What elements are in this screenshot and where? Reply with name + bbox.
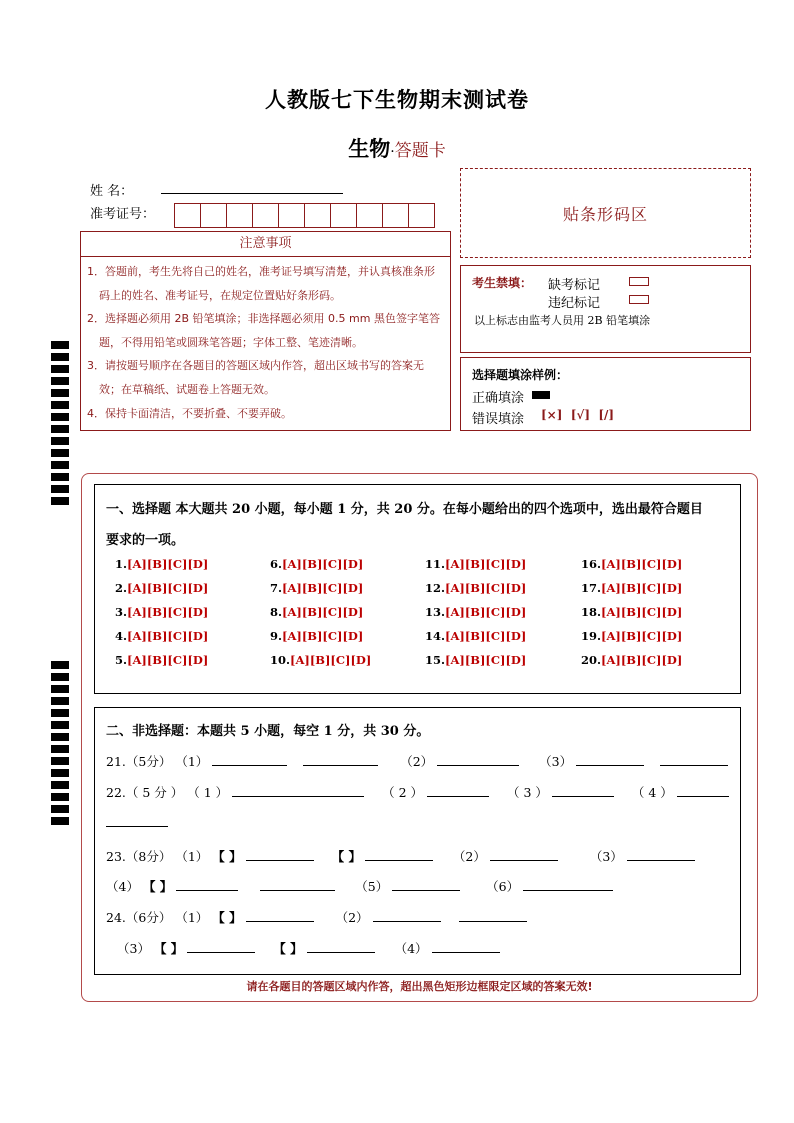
choice-question[interactable] xyxy=(115,629,208,643)
timing-mark xyxy=(51,769,69,777)
answer-bracket[interactable]: 【 】 xyxy=(273,941,303,956)
question-number: 1. xyxy=(115,557,128,571)
timing-mark xyxy=(51,805,69,813)
id-digit-box[interactable] xyxy=(226,203,253,228)
q23-part4-label: （4） xyxy=(106,879,139,894)
timing-mark xyxy=(51,353,69,361)
question-number: 6. xyxy=(270,557,283,571)
id-label: 准考证号： xyxy=(90,207,156,222)
answer-blank[interactable] xyxy=(490,848,558,861)
choice-question[interactable] xyxy=(270,557,363,571)
choice-section xyxy=(94,484,741,694)
notice-item: 3．请按题号顺序在各题目的答题区域内作答，超出区域书写的答案无效；在草稿纸、试题卷上答题无效。 xyxy=(87,359,424,396)
answer-blank[interactable] xyxy=(246,909,314,922)
choice-question[interactable] xyxy=(115,653,208,667)
id-digit-box[interactable] xyxy=(200,203,227,228)
answer-blank[interactable] xyxy=(246,848,314,861)
timing-marks-top xyxy=(51,341,69,509)
answer-options[interactable]: [A][B][C][D] xyxy=(127,605,209,619)
question-number: 13. xyxy=(425,605,446,619)
answer-bracket[interactable]: 【 】 xyxy=(142,879,173,894)
q22-part2-label: （ 2 ） xyxy=(382,785,424,800)
q24-part1-label: （1） xyxy=(175,910,209,925)
answer-options[interactable]: [A][B][C][D] xyxy=(445,653,527,667)
timing-mark xyxy=(51,757,69,765)
q24-part2-label: （2） xyxy=(335,910,369,925)
notice-box xyxy=(80,231,451,431)
id-digit-box[interactable] xyxy=(278,203,305,228)
question-number: 20. xyxy=(581,653,602,667)
q23-part3-label: （3） xyxy=(589,849,623,864)
timing-mark xyxy=(51,425,69,433)
exam-status-label: 考生禁填： xyxy=(472,276,533,290)
wrong-fill-label: 错误填涂 xyxy=(472,412,525,427)
correct-fill-sample xyxy=(532,391,550,399)
q21-part1-label: （1） xyxy=(175,754,209,769)
q22-part1-label: （ 1 ） xyxy=(187,785,229,800)
id-digit-box[interactable] xyxy=(304,203,331,228)
choice-question[interactable] xyxy=(270,581,363,595)
subject-label: 生物 xyxy=(348,136,391,161)
notice-list xyxy=(81,257,450,425)
q23-part2-label: （2） xyxy=(452,849,486,864)
correct-fill-label: 正确填涂 xyxy=(472,391,525,406)
answer-options[interactable]: [A][B][C][D] xyxy=(282,581,364,595)
name-label: 姓 名： xyxy=(90,184,134,199)
answer-blank[interactable] xyxy=(627,848,695,861)
choice-question[interactable] xyxy=(425,557,526,571)
choice-question[interactable] xyxy=(270,629,363,643)
choice-question[interactable] xyxy=(425,629,526,643)
timing-mark xyxy=(51,461,69,469)
answer-options[interactable]: [A][B][C][D] xyxy=(127,629,209,643)
question-number: 10. xyxy=(270,653,291,667)
timing-mark xyxy=(51,377,69,385)
answer-options[interactable]: [A][B][C][D] xyxy=(601,581,683,595)
violation-label: 违纪标记 xyxy=(548,296,601,311)
non-choice-section-title: 二、非选择题：本题共 5 小题，每空 1 分，共 30 分。 xyxy=(106,724,430,739)
answer-blank[interactable] xyxy=(106,814,168,827)
answer-blank[interactable] xyxy=(307,940,375,953)
choice-question[interactable] xyxy=(425,653,526,667)
answer-bracket[interactable]: 【 】 xyxy=(331,849,361,864)
choice-question[interactable] xyxy=(115,605,208,619)
barcode-area: 贴条形码区 xyxy=(460,168,751,258)
answer-blank[interactable] xyxy=(365,848,433,861)
question-number: 15. xyxy=(425,653,446,667)
timing-mark xyxy=(51,661,69,669)
exam-status-note: 以上标志由监考人员用 2B 铅笔填涂 xyxy=(474,314,651,327)
question-21 xyxy=(106,752,728,770)
answer-options[interactable]: [A][B][C][D] xyxy=(445,581,527,595)
q21-part3-label: （3） xyxy=(539,754,573,769)
q23-number: 23.（8分） xyxy=(106,849,172,864)
question-number: 9. xyxy=(270,629,283,643)
question-number: 4. xyxy=(115,629,128,643)
id-digit-box[interactable] xyxy=(252,203,279,228)
id-digit-box[interactable] xyxy=(382,203,409,228)
timing-marks-bottom xyxy=(51,661,69,829)
timing-mark xyxy=(51,781,69,789)
answer-blank[interactable] xyxy=(392,878,460,891)
id-digit-box[interactable] xyxy=(408,203,435,228)
timing-mark xyxy=(51,697,69,705)
question-number: 7. xyxy=(270,581,283,595)
timing-mark xyxy=(51,733,69,741)
q24-number: 24.（6分） xyxy=(106,910,172,925)
answer-blank[interactable] xyxy=(523,878,613,891)
timing-mark xyxy=(51,365,69,373)
question-24 xyxy=(106,908,527,926)
question-number: 12. xyxy=(425,581,446,595)
q23-part5-label: （5） xyxy=(355,879,389,894)
answer-options[interactable]: [A][B][C][D] xyxy=(445,605,527,619)
choice-question[interactable] xyxy=(270,605,363,619)
id-digit-box[interactable] xyxy=(330,203,357,228)
name-field[interactable] xyxy=(161,193,343,194)
timing-mark xyxy=(51,709,69,717)
timing-mark xyxy=(51,745,69,753)
question-23 xyxy=(106,847,695,865)
answer-blank[interactable] xyxy=(176,878,238,891)
question-number: 11. xyxy=(425,557,446,571)
question-number: 5. xyxy=(115,653,128,667)
question-number: 16. xyxy=(581,557,602,571)
answer-options[interactable]: [A][B][C][D] xyxy=(601,605,683,619)
question-24-cont xyxy=(117,939,500,957)
timing-mark xyxy=(51,673,69,681)
choice-question[interactable] xyxy=(581,653,682,667)
answer-options[interactable]: [A][B][C][D] xyxy=(282,605,364,619)
answer-options[interactable]: [A][B][C][D] xyxy=(127,653,209,667)
choice-question[interactable] xyxy=(115,581,208,595)
timing-mark xyxy=(51,817,69,825)
question-22 xyxy=(106,783,729,801)
violation-mark-box[interactable] xyxy=(629,295,649,304)
answer-options[interactable]: [A][B][C][D] xyxy=(290,653,372,667)
q22-part3-label: （ 3 ） xyxy=(507,785,548,800)
question-number: 14. xyxy=(425,629,446,643)
absent-mark-box[interactable] xyxy=(629,277,649,286)
q23-part1-label: （1） xyxy=(175,849,209,864)
answer-options[interactable]: [A][B][C][D] xyxy=(445,557,527,571)
page-title: 人教版七下生物期末测试卷 xyxy=(265,87,529,112)
timing-mark xyxy=(51,413,69,421)
choice-question[interactable] xyxy=(425,605,526,619)
answer-blank[interactable] xyxy=(677,784,729,797)
answer-blank[interactable] xyxy=(437,753,519,766)
q22-number: 22.（ 5 分 ） xyxy=(106,785,184,800)
non-choice-section xyxy=(94,707,741,975)
q22-part4-label: （ 4 ） xyxy=(631,785,673,800)
timing-mark xyxy=(51,497,69,505)
question-number: 17. xyxy=(581,581,602,595)
answer-blank[interactable] xyxy=(459,909,527,922)
fill-sample-box xyxy=(460,357,751,431)
answer-options[interactable]: [A][B][C][D] xyxy=(601,557,683,571)
choice-question[interactable] xyxy=(270,653,371,667)
answer-options[interactable]: [A][B][C][D] xyxy=(127,581,209,595)
choice-question[interactable] xyxy=(581,605,682,619)
question-number: 18. xyxy=(581,605,602,619)
id-digit-box[interactable] xyxy=(174,203,201,228)
question-number: 19. xyxy=(581,629,602,643)
choice-question[interactable] xyxy=(581,629,682,643)
choice-question[interactable] xyxy=(581,557,682,571)
timing-mark xyxy=(51,449,69,457)
answer-bracket[interactable]: 【 】 xyxy=(153,941,184,956)
answer-bracket[interactable]: 【 】 xyxy=(212,910,242,925)
notice-item: 1．答题前，考生先将自己的姓名，准考证号填写清楚，并认真核准条形码上的姓名、准考证号，在规定位置贴好条形码。 xyxy=(87,265,435,302)
answer-blank[interactable] xyxy=(212,753,287,766)
answer-blank[interactable] xyxy=(552,784,614,797)
answer-blank[interactable] xyxy=(576,753,644,766)
footer-warning: 请在各题目的答题区域内作答，超出黑色矩形边框限定区域的答案无效! xyxy=(246,980,593,993)
answer-blank[interactable] xyxy=(432,940,500,953)
answer-blank[interactable] xyxy=(187,940,255,953)
q21-number: 21.（5分） xyxy=(106,754,172,769)
answer-blank[interactable] xyxy=(303,753,378,766)
id-number-boxes[interactable] xyxy=(175,203,435,228)
subtitle xyxy=(0,133,794,163)
timing-mark xyxy=(51,485,69,493)
timing-mark xyxy=(51,793,69,801)
notice-item: 2．选择题必须用 2B 铅笔填涂；非选择题必须用 0.5 mm 黑色签字笔答题，不得用铅笔或圆珠笔答题；字体工整、笔迹清晰。 xyxy=(87,312,440,349)
timing-mark xyxy=(51,721,69,729)
timing-mark xyxy=(51,437,69,445)
answer-blank[interactable] xyxy=(660,753,728,766)
q24-part3-label: （3） xyxy=(117,941,150,956)
timing-mark xyxy=(51,389,69,397)
q21-part2-label: （2） xyxy=(400,754,434,769)
answer-blank[interactable] xyxy=(373,909,441,922)
answer-options[interactable]: [A][B][C][D] xyxy=(601,629,683,643)
choice-question[interactable] xyxy=(425,581,526,595)
notice-item: 4．保持卡面清洁，不要折叠、不要弄破。 xyxy=(87,406,292,420)
choice-section-title: 一、选择题 本大题共 20 小题，每小题 1 分，共 20 分。在每小题给出的四个选项中，选出最符合题目 xyxy=(106,502,703,517)
choice-section-title-cont: 要求的一项。 xyxy=(106,533,185,548)
answer-options[interactable]: [A][B][C][D] xyxy=(127,557,209,571)
choice-question[interactable] xyxy=(581,581,682,595)
timing-mark xyxy=(51,341,69,349)
answer-blank[interactable] xyxy=(427,784,489,797)
notice-heading: 注意事项 xyxy=(81,232,450,257)
timing-mark xyxy=(51,401,69,409)
question-number: 3. xyxy=(115,605,128,619)
timing-mark xyxy=(51,473,69,481)
timing-mark xyxy=(51,685,69,693)
answer-options[interactable]: [A][B][C][D] xyxy=(601,653,683,667)
subtitle-dot: · xyxy=(390,144,395,160)
sample-label: 选择题填涂样例： xyxy=(472,368,569,382)
answer-options[interactable]: [A][B][C][D] xyxy=(445,629,527,643)
question-23-cont xyxy=(106,877,613,895)
absent-label: 缺考标记 xyxy=(548,278,601,293)
answer-card-label: 答题卡 xyxy=(394,141,446,161)
question-number: 8. xyxy=(270,605,283,619)
answer-blank[interactable] xyxy=(232,784,364,797)
choice-question[interactable] xyxy=(115,557,208,571)
id-digit-box[interactable] xyxy=(356,203,383,228)
q23-part6-label: （6） xyxy=(486,879,520,894)
answer-options[interactable]: [A][B][C][D] xyxy=(282,629,364,643)
exam-status-box xyxy=(460,265,751,353)
question-22-cont xyxy=(106,814,168,830)
answer-options[interactable]: [A][B][C][D] xyxy=(282,557,364,571)
q24-part4-label: （4） xyxy=(394,941,428,956)
answer-bracket[interactable]: 【 】 xyxy=(212,849,242,864)
wrong-fill-samples: [×] [√] [/] xyxy=(541,408,615,422)
question-number: 2. xyxy=(115,581,128,595)
answer-blank[interactable] xyxy=(260,878,335,891)
